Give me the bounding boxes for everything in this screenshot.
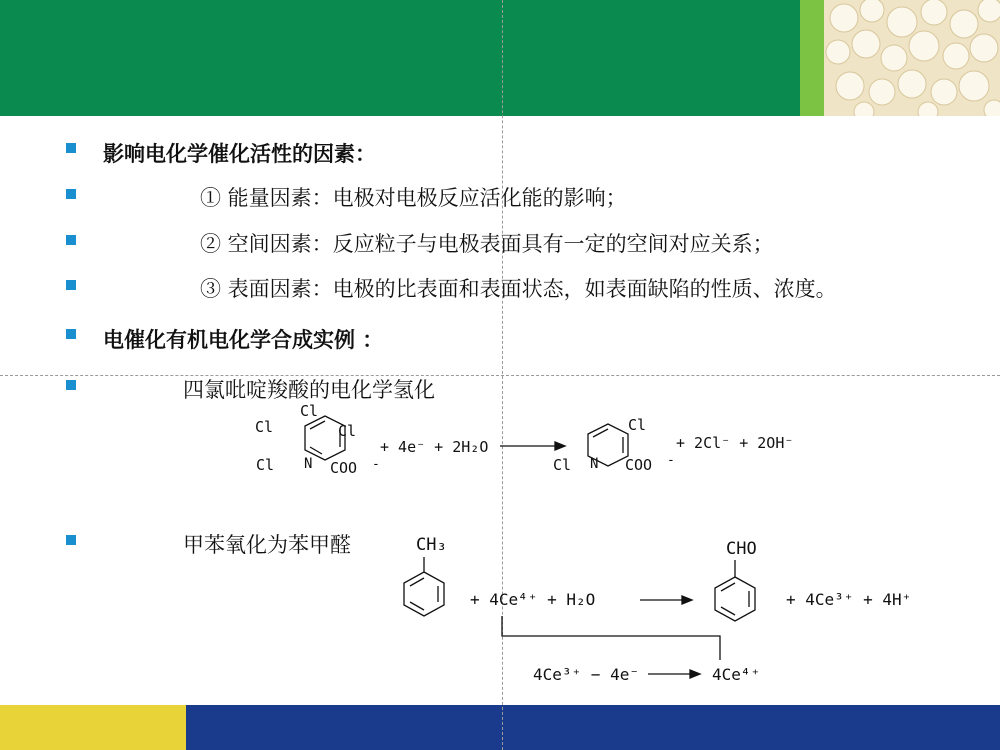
product-cl-right: Cl [628, 416, 647, 434]
product-cl-left: Cl [553, 456, 572, 474]
product-n: N [590, 456, 599, 472]
toluene-benzene-ring [404, 557, 444, 616]
regeneration-loop-line [502, 616, 720, 660]
benzaldehyde-cho: CHO [726, 539, 757, 559]
reaction1-arrow [500, 442, 565, 450]
reactant-n: N [304, 456, 313, 472]
reaction2-arrow [640, 596, 692, 604]
example-hydrogenation-title: 四氯吡啶羧酸的电化学氢化 [183, 378, 435, 402]
reactant-cl-right: Cl [338, 422, 357, 440]
header-accent-stripe [800, 0, 824, 116]
reaction-oxidation-scheme [390, 530, 950, 700]
bullet-marker [66, 380, 76, 390]
reaction2-byproducts: + 4Ce³⁺ + 4H⁺ [786, 590, 912, 609]
reactant-cl-left: Cl [255, 418, 274, 436]
regeneration-arrow [648, 670, 700, 678]
bullet-marker [66, 189, 76, 199]
reactant-coo: COO [330, 459, 358, 477]
bullet-marker [66, 235, 76, 245]
reactant-cl-bottom: Cl [256, 456, 275, 474]
reaction-hydrogenation-scheme [250, 398, 810, 488]
reactant-charge: - [372, 457, 380, 472]
footer-blue-band [186, 705, 1000, 750]
bullet-marker [66, 280, 76, 290]
benzaldehyde-benzene-ring [715, 560, 755, 621]
bullet-marker [66, 143, 76, 153]
product-charge: - [667, 453, 675, 468]
factor-space: ② 空间因素：反应粒子与电极表面具有一定的空间对应关系； [200, 232, 774, 256]
reaction1-reagents: + 4e⁻ + 2H₂O [380, 438, 489, 456]
example-oxidation-title: 甲苯氧化为苯甲醛 [183, 533, 351, 557]
regeneration-right: 4Ce⁴⁺ [712, 665, 761, 684]
regeneration-left: 4Ce³⁺ − 4e⁻ [533, 665, 639, 684]
header-photo [824, 0, 1000, 116]
horizontal-guide-line [0, 375, 1000, 376]
toluene-ch3: CH₃ [416, 535, 447, 555]
product-coo: COO [625, 456, 653, 474]
footer-yellow-band [0, 705, 186, 750]
heading-factors: 影响电化学催化活性的因素： [103, 142, 376, 166]
heading-examples: 电催化有机电化学合成实例 ： [103, 328, 384, 352]
reactant-cl-top: Cl [300, 402, 319, 420]
reaction1-byproducts: + 2Cl⁻ + 2OH⁻ [676, 434, 794, 452]
bullet-marker [66, 535, 76, 545]
header-band [0, 0, 800, 116]
bullet-marker [66, 329, 76, 339]
reaction2-reagents: + 4Ce⁴⁺ + H₂O [470, 590, 596, 609]
factor-energy: ① 能量因素：电极对电极反应活化能的影响； [200, 186, 627, 210]
factor-surface: ③ 表面因素：电极的比表面和表面状态，如表面缺陷的性质、浓度。 [200, 277, 837, 301]
